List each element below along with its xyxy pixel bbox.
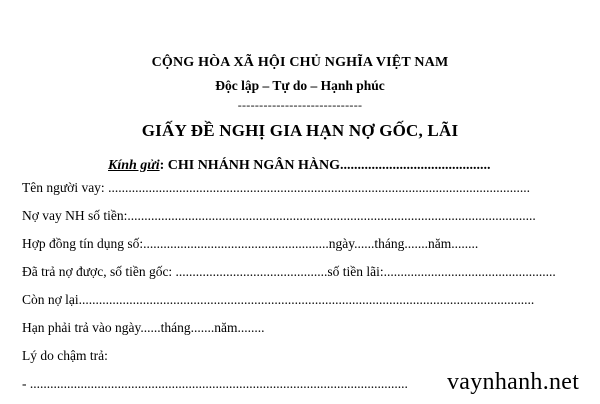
recipient-line bbox=[108, 158, 491, 174]
field-remaining-debt: Còn nợ lại....................................................................................................................................... bbox=[22, 292, 535, 307]
watermark: vaynhanh.net bbox=[447, 369, 580, 395]
recipient-text: : CHI NHÁNH NGÂN HÀNG........................................... bbox=[159, 158, 491, 173]
field-paid-amount: Đã trả nợ được, số tiền gốc: .............................................số tiền lãi:................................................... bbox=[22, 264, 556, 279]
national-motto: Độc lập – Tự do – Hạnh phúc bbox=[215, 78, 385, 93]
recipient-label: Kính gửi bbox=[108, 158, 160, 173]
field-loan-amount: Nợ vay NH số tiền:......................................................................................................................... bbox=[22, 208, 536, 223]
field-reason-line: - ................................................................................................................ bbox=[22, 376, 408, 391]
field-contract-number: Hợp đồng tín dụng số:.......................................................ngày......tháng.......năm........ bbox=[22, 236, 479, 251]
header-separator: ----------------------------- bbox=[237, 98, 363, 112]
national-title: CỘNG HÒA XÃ HỘI CHỦ NGHĨA VIỆT NAM bbox=[151, 55, 449, 70]
field-borrower-name: Tên người vay: ............................................................................................................................. bbox=[22, 180, 530, 195]
field-delay-reason: Lý do chậm trả: bbox=[22, 348, 108, 363]
document-title: GIẤY ĐỀ NGHỊ GIA HẠN NỢ GỐC, LÃI bbox=[141, 121, 459, 140]
field-due-date: Hạn phải trả vào ngày......tháng.......năm........ bbox=[22, 320, 265, 335]
